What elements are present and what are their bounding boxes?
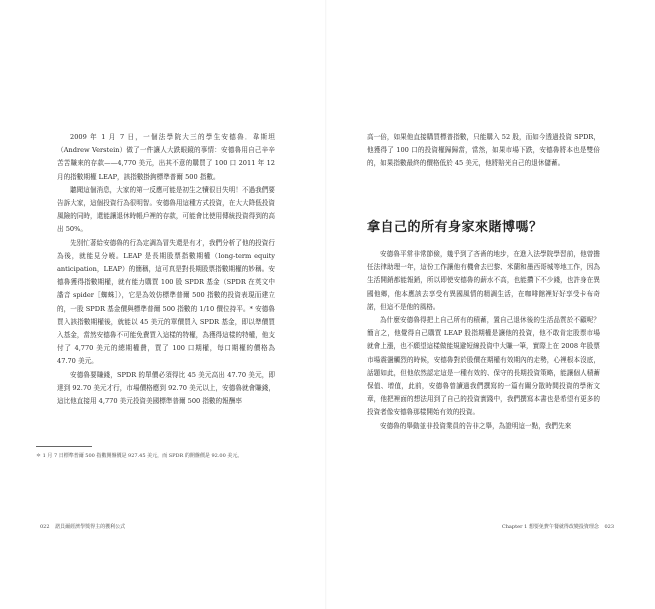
left-body-text (57, 131, 275, 408)
right-footer (502, 523, 618, 530)
paragraph: 先別忙著給安德魯的行為定調為冒失還是有才，我們分析了他的投資行為後，就能見分曉。LEAP 是長期股票指數期權（long-term equity anticipation，LEAP）的簡稱，這可真是對長期股票指數期權的妙稱。安德魯獲得指數期權，就有能力購買 100 股 SPDR 基金（SPDR 在英文中諧音 spider［蜘蛛］），它是為效仿標準普爾 500 指數的投資表現而建立的，一股 SPDR 基金價與標準普爾 500 指數的 1/10 價位持平。* 安德魯買入該指數期權後，就能以 45 美元的單價買入 SPDR 基金，即以準價買入基金，當然安德魯不可能免費買入這樣的特權，為獲得這樣的特權，他支付了 4,770 美元的總期權費，買了 100 口期權，每口期權的價格為 47.70 美元。 (57, 238, 275, 366)
running-chapter-title: 想要免費午餐就得改變投資理念 (528, 524, 599, 530)
right-top-text (367, 131, 600, 171)
right-page (327, 0, 655, 609)
left-page (0, 0, 327, 609)
chapter-label: Chapter 1 (501, 524, 528, 530)
paragraph: 安德魯要賺錢，SPDR 的單價必須得比 45 美元高出 47.70 美元，即達到 92.70 美元才行，市場價格應到 92.70 美元以上，安德魯就會賺錢，這比他直接用 4,770 美元投資美國標準普爾 500 指數的報酬率 (57, 370, 275, 406)
footnote: ＊ 1 月 7 日標準普爾 500 指數開盤價是 927.45 美元，而 SPDR 的開盤價是 92.00 美元。 (36, 453, 243, 459)
section-heading: 拿自己的所有身家來賭博嗎？ (367, 220, 543, 235)
paragraph: 聽聞這個消息，大家的第一反應可能是初生之犢很目失明！不過我們要告訴大家，這個投資行為很明智。安德魯用這種方式投資，在大大降低投資風險的同時，還能讓退休時帳戶裡的存款，可能會比使用傳統投資得到的高出 50%。 (57, 185, 275, 234)
footnote-divider (36, 446, 92, 447)
paragraph: 為什麼安德魯得把上自己所有的積蓄，置自己退休後的生活品質於不顧呢？簡言之，他覺得自己購買 LEAP 股指期權是讓他的投資，他不敢肯定股票市場就會上漲，也不願望這樣做能規避短線投資中大賺一筆，實際上在 2008 年股票市場震盪觸烈的時候，安德魯對於股價在期權有效期內的走勢，心裡根本沒底，話題如此，但他依然認定這是一種有效的、保守的長期投資策略，能讓個人積蓄保值、增值，此前，安德魯曾讀過我們撰寫的一篇有關分散時間投資的學術文章，他把裡面的想法用到了自己的投資實踐中，我們撰寫本書也是希望有更多的投資者像安德魯那樣開始有效的投資。 (367, 316, 600, 417)
left-footer (36, 523, 125, 530)
paragraph: 高一倍，如果他直接購買標普指數，只能購入 52 股，而如今透過投資 SPDR，他獲得了 100 口的投資權歸歸當，當然，如果市場下跌，安德魯將本也是雙倍的，如果指數最終的價格低於 45 美元，他將賠光自己的退休儲蓄。 (367, 133, 600, 168)
paragraph: 安德魯的舉動並非投資業員的告非之舉，為證明這一點，我們先來 (380, 421, 572, 430)
page-number: 023 (604, 524, 614, 530)
paragraph: 安德魯平常非常節儉，幾乎到了吝嗇的地步，在進入法學院學習前，他曾擔任法律助理一年，這份工作讓他有機會去巴黎、米蘭和墨西哥城等地工作，因為生活開銷都能報銷，所以即使安德魯的薪水不高，也能攢下不少錢，也許身在異國他鄉，他本應該去享受有異國風情的精調生活，在咖啡館裡好好享受卡布奇諾，但這不是他的風格。 (367, 250, 600, 311)
right-body-text (367, 248, 600, 433)
page-number: 022 (40, 524, 50, 530)
running-book-title: 諾貝爾經濟學獎得主的獲利公式 (55, 524, 126, 530)
paragraph: 2009 年 1 月 7 日，一個法學院大三的學生安德魯．韋斯坦（Andrew Verstein）做了一件讓人大跌眼鏡的事情：安德魯用自己辛辛苦苦賺來的存款——4,770 美元，出其不意的購買了 100 口 2011 年 12 月的指數期權 LEAP，該指數掛鉤標準普爾 500 指數。 (57, 133, 275, 181)
